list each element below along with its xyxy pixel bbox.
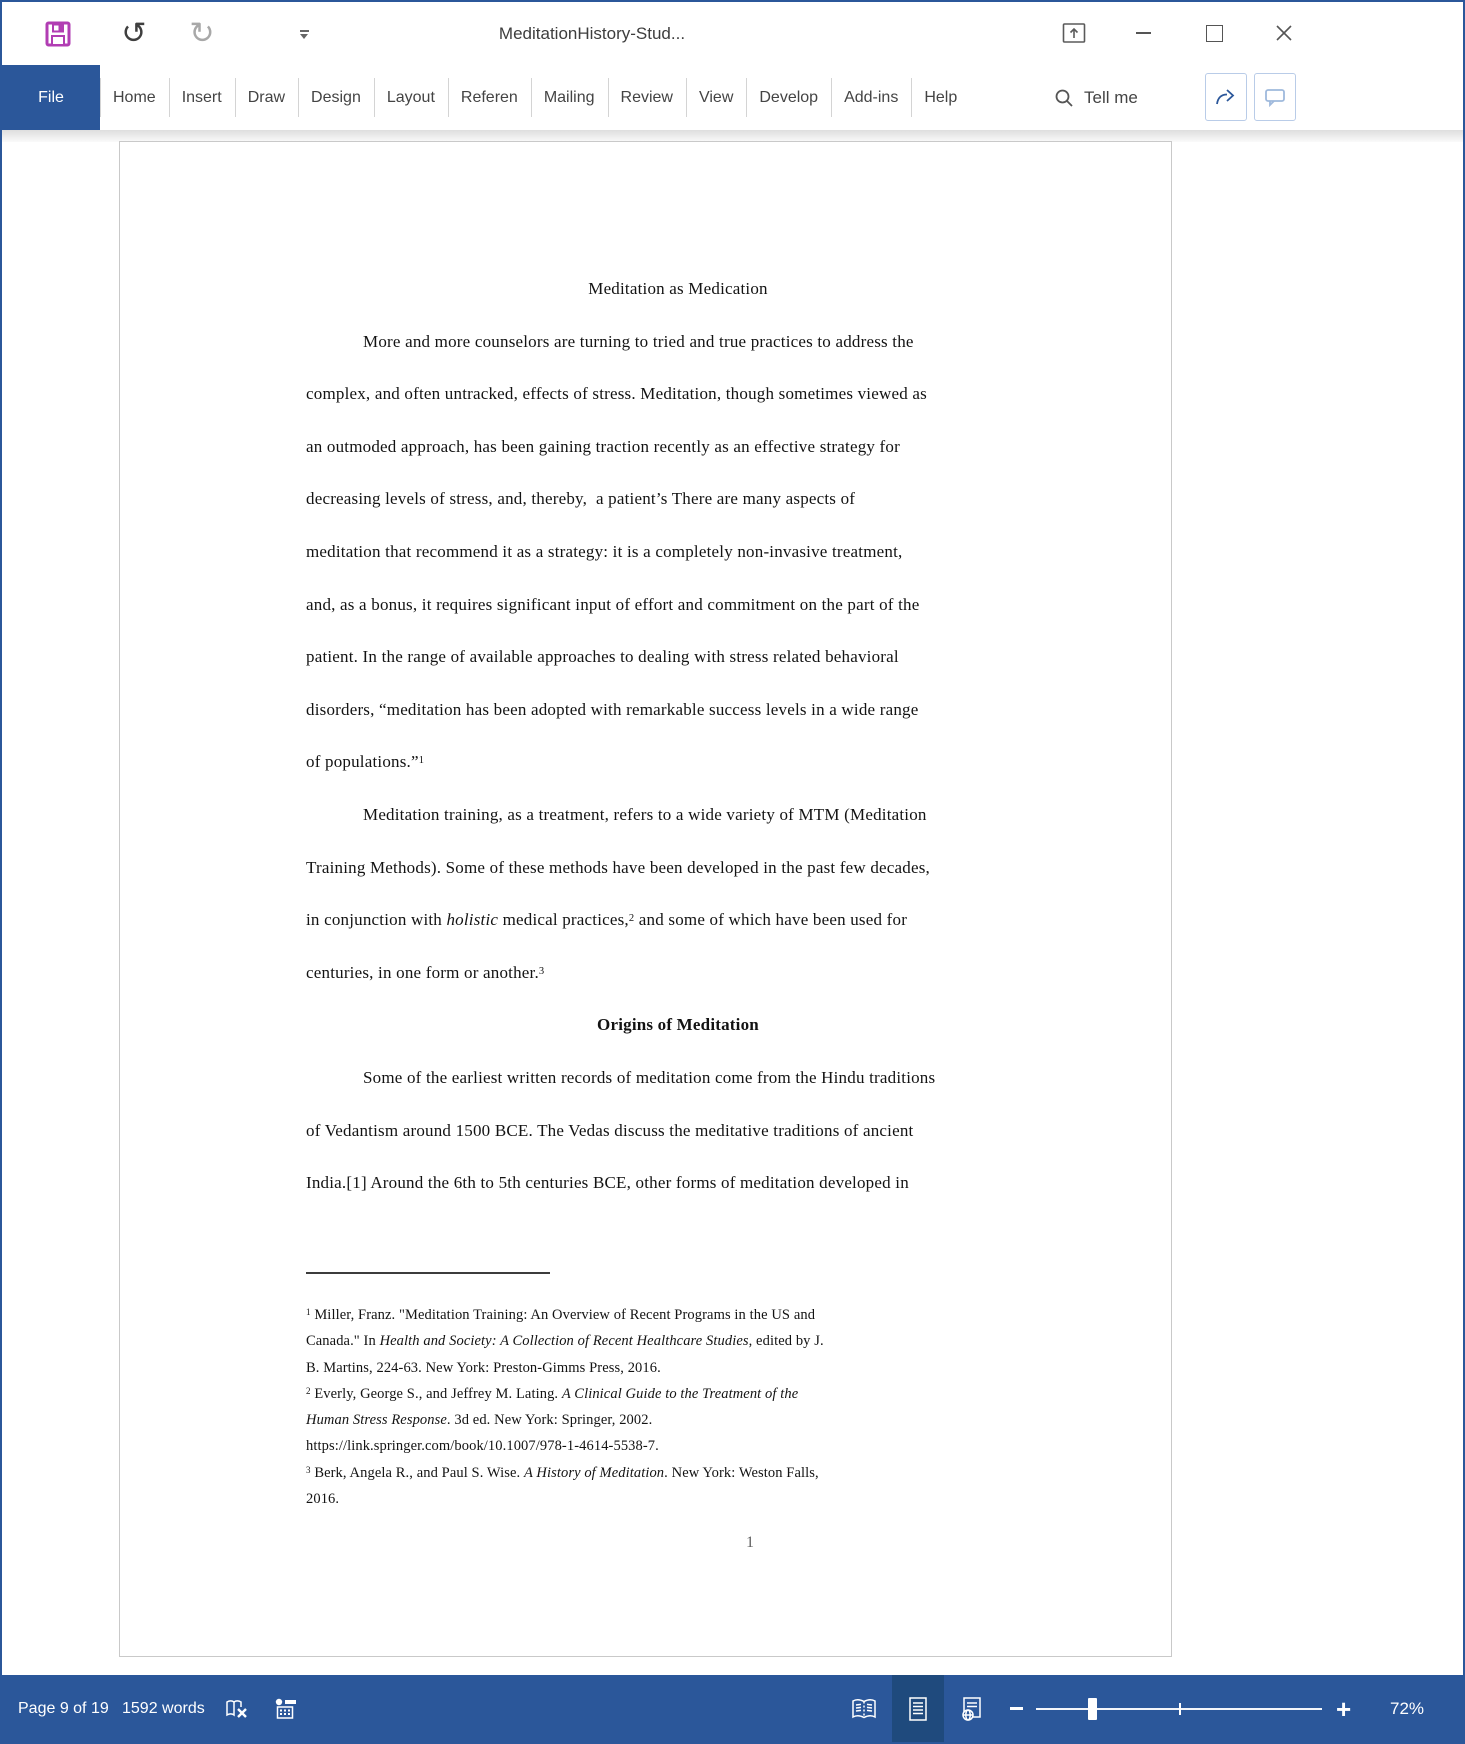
- document-line: of Vedantism around 1500 BCE. The Vedas discuss the meditative traditions of ancient: [306, 1120, 914, 1140]
- close-button[interactable]: [1267, 16, 1301, 50]
- footnote-line: B. Martins, 224-63. New York: Preston-Gimms Press, 2016.: [306, 1359, 661, 1376]
- tab-draw[interactable]: Draw: [235, 65, 298, 130]
- save-icon: [43, 19, 73, 49]
- footnote-separator: [306, 1272, 550, 1274]
- tab-mailing[interactable]: Mailing: [531, 65, 608, 130]
- maximize-icon: [1206, 25, 1223, 42]
- footnote-line: Canada." In Health and Society: A Collection of Recent Healthcare Studies, edited by J.: [306, 1333, 824, 1350]
- redo-icon: ↻: [189, 17, 215, 50]
- document-line: meditation that recommend it as a strategy: it is a completely non-invasive treatment,: [306, 541, 903, 561]
- share-button[interactable]: [1205, 73, 1247, 121]
- document-line: India.[1] Around the 6th to 5th centuries BCE, other forms of meditation developed in: [306, 1173, 909, 1193]
- web-layout-icon: [958, 1695, 986, 1723]
- minus-icon: [1010, 1707, 1023, 1710]
- zoom-level[interactable]: 72%: [1390, 1698, 1425, 1718]
- tab-help[interactable]: Help: [911, 65, 970, 130]
- tell-me-label: Tell me: [1084, 87, 1138, 107]
- footnote-line: 2016.: [306, 1491, 340, 1508]
- document-line: Origins of Meditation: [597, 1015, 759, 1035]
- footnote-line: $^2$ Everly, George S., and Jeffrey M. Lating. A Clinical Guide to the Treatment of the: [306, 1385, 799, 1402]
- footnotes: [306, 1302, 1086, 1512]
- tab-home[interactable]: Home: [100, 65, 169, 130]
- minimize-button[interactable]: [1126, 16, 1160, 50]
- zoom-out-button[interactable]: [1010, 1675, 1023, 1742]
- read-mode-button[interactable]: [838, 1675, 890, 1742]
- document-line: of populations.”$^1$: [306, 752, 425, 772]
- tab-referen[interactable]: Referen: [448, 65, 531, 130]
- close-icon: [1275, 24, 1293, 42]
- print-layout-button[interactable]: [892, 1675, 944, 1742]
- title-bar: [2, 2, 1463, 65]
- footnote-line: Human Stress Response. 3d ed. New York: Springer, 2002.: [306, 1412, 653, 1429]
- minimize-icon: [1136, 32, 1151, 34]
- macro-icon: [274, 1697, 300, 1721]
- web-layout-button[interactable]: [946, 1675, 998, 1742]
- zoom-slider-center-tick: [1179, 1703, 1181, 1715]
- document-line: and, as a bonus, it requires significant input of effort and commitment on the part of the: [306, 594, 920, 614]
- comments-button[interactable]: [1254, 73, 1296, 121]
- document-body: [306, 263, 1050, 1210]
- footnote-line: $^1$ Miller, Franz. "Meditation Training: An Overview of Recent Programs in the US and: [306, 1307, 816, 1323]
- ribbon-display-options-button[interactable]: [1057, 16, 1091, 50]
- document-line: Meditation training, as a treatment, refers to a wide variety of MTM (Meditation: [363, 804, 927, 824]
- footnote-line: $^3$ Berk, Angela R., and Paul S. Wise. A History of Meditation. New York: Weston Falls,: [306, 1464, 819, 1481]
- document-line: an outmoded approach, has been gaining traction recently as an effective strategy for: [306, 436, 900, 456]
- document-line: decreasing levels of stress, and, thereby, a patient’s There are many aspects of: [306, 489, 856, 509]
- print-layout-icon: [905, 1695, 931, 1723]
- tab-layout[interactable]: Layout: [374, 65, 448, 130]
- document-line: disorders, “meditation has been adopted with remarkable success levels in a wide range: [306, 699, 919, 719]
- macro-record-button[interactable]: [274, 1675, 300, 1742]
- zoom-slider-thumb[interactable]: [1088, 1698, 1097, 1720]
- tab-develop[interactable]: Develop: [746, 65, 831, 130]
- tab-review[interactable]: Review: [608, 65, 686, 130]
- undo-icon: ↺: [121, 17, 147, 50]
- comment-icon: [1264, 87, 1286, 107]
- footnote-line: https://link.springer.com/book/10.1007/978-1-4614-5538-7.: [306, 1438, 659, 1455]
- save-button[interactable]: [40, 16, 76, 52]
- page-indicator[interactable]: Page 9 of 19: [18, 1699, 109, 1717]
- document-line: in conjunction with holistic medical practices,$^2$ and some of which have been used for: [306, 910, 908, 930]
- search-icon: [1054, 88, 1074, 108]
- document-line: Training Methods). Some of these methods have been developed in the past few decades,: [306, 857, 930, 877]
- undo-button[interactable]: [116, 16, 152, 52]
- document-line: Some of the earliest written records of meditation come from the Hindu traditions: [363, 1067, 936, 1087]
- document-page[interactable]: [119, 141, 1172, 1657]
- tab-view[interactable]: View: [686, 65, 746, 130]
- ribbon-display-options-icon: [1062, 22, 1086, 44]
- document-line: centuries, in one form or another.$^3$: [306, 962, 545, 982]
- tab-file[interactable]: File: [2, 65, 100, 130]
- tab-insert[interactable]: Insert: [169, 65, 235, 130]
- document-line: Meditation as Medication: [588, 279, 768, 298]
- maximize-button[interactable]: [1197, 16, 1231, 50]
- read-mode-icon: [849, 1696, 879, 1722]
- document-line: patient. In the range of available approaches to dealing with stress related behavioral: [306, 647, 899, 667]
- document-area: [2, 142, 1463, 1679]
- word-count[interactable]: 1592 words: [122, 1699, 205, 1717]
- proofing-errors-button[interactable]: [224, 1675, 250, 1742]
- share-icon: [1214, 87, 1238, 107]
- zoom-in-button[interactable]: +: [1336, 1693, 1352, 1724]
- page-number: 1: [746, 1534, 754, 1551]
- proofing-errors-icon: [224, 1697, 250, 1721]
- tab-addins[interactable]: Add-ins: [831, 65, 911, 130]
- window-title: MeditationHistory-Stud...: [498, 24, 686, 43]
- status-bar: [2, 1675, 1463, 1742]
- tab-design[interactable]: Design: [298, 65, 374, 130]
- document-line: complex, and often untracked, effects of stress. Meditation, though sometimes viewed as: [306, 384, 927, 404]
- document-line: More and more counselors are turning to tried and true practices to address the: [363, 331, 914, 351]
- tell-me-box[interactable]: [1054, 65, 1138, 130]
